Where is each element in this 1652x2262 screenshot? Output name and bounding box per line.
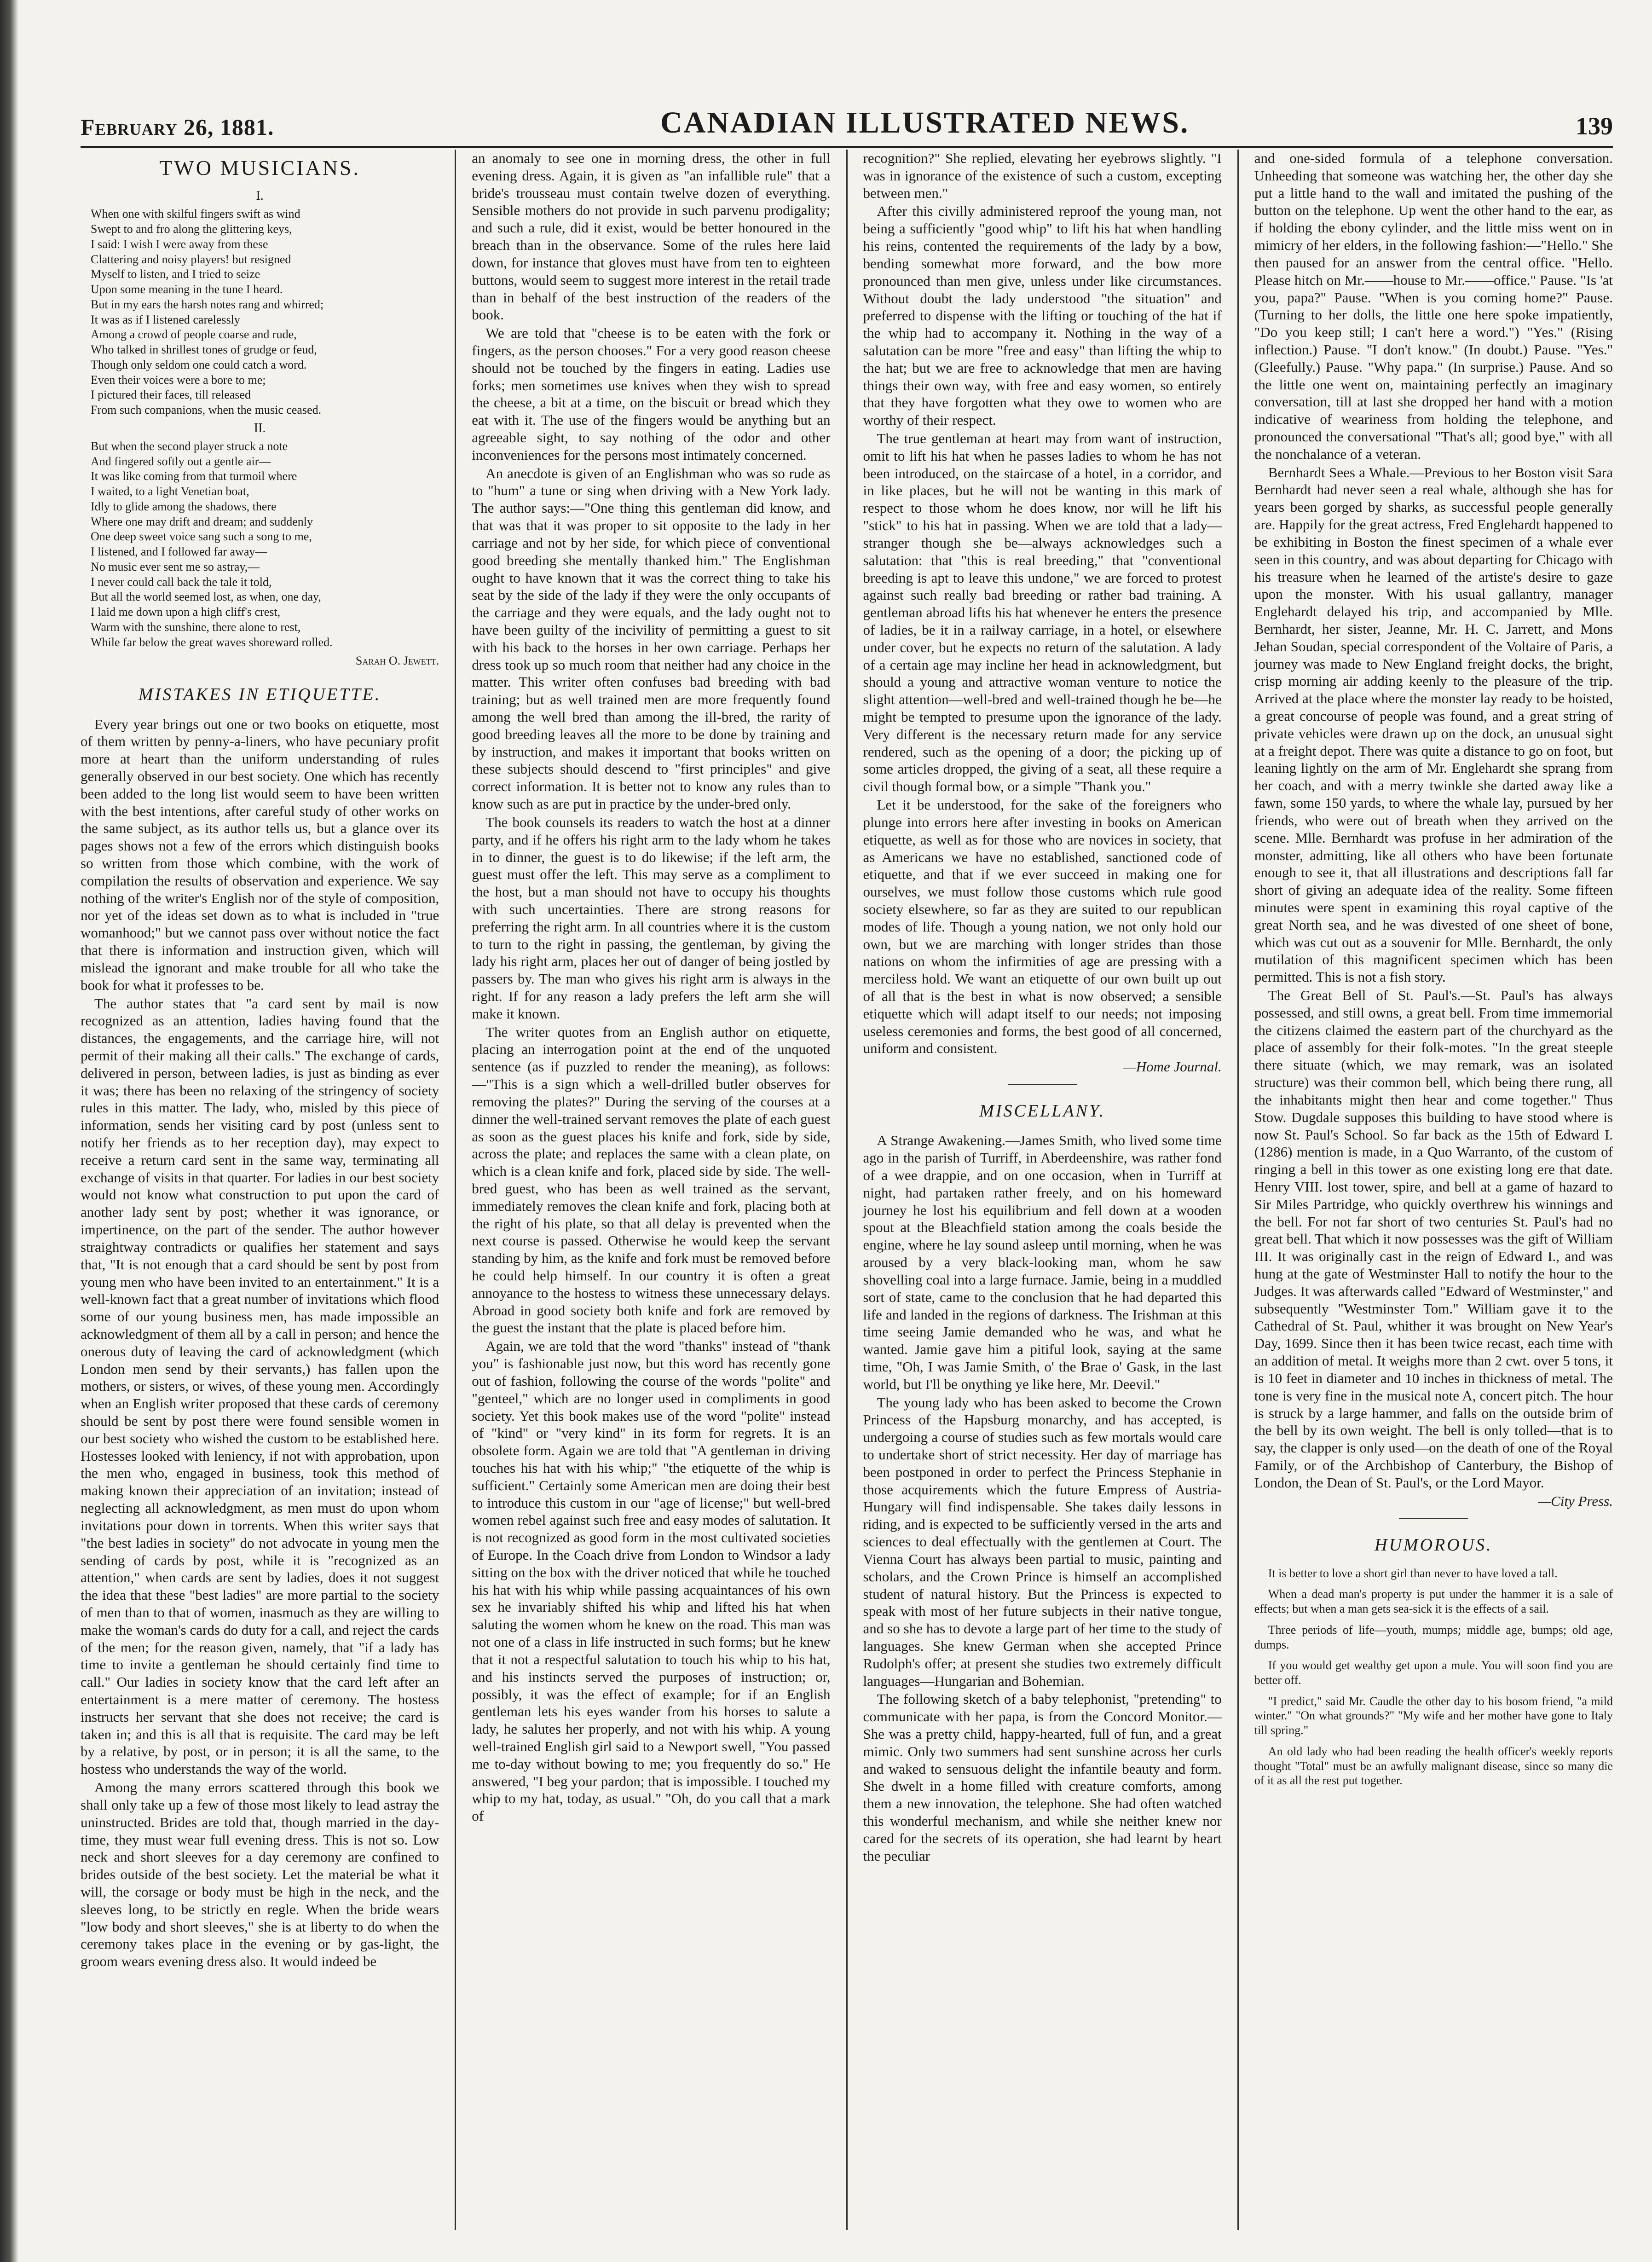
poem-line: Where one may drift and dream; and suddenly: [91, 515, 313, 528]
poem-part-1: [81, 207, 439, 418]
poem-line: Who talked in shrillest tones of grudge or feud,: [91, 343, 317, 357]
humorous-list: [1254, 1566, 1613, 1788]
paragraph: The true gentleman at heart may from want of instruction, omit to lift his hat when he passes ladies to whom he has not been introduced, on the staircase of a hotel, in a corridor, and in like places, but he will not be wanting in this mark of respect to those whom he does know, nor will he lift his "stick" to his hat in passing. When we are told that a lady—stranger though she be—always acknowledges such a salutation: that "this is real breeding," that "conventional breeding is apt to leave this undone," we are forced to protest against such really bad breeding or rather bad training. A gentleman abroad lifts his hat whenever he enters the presence of ladies, be it in a railway carriage, in a hotel, or elsewhere under cover, but he expects no return of the salutation. A lady of a certain age may incline her head in acknowledgment, but should a young and attractive woman venture to notice the slight attention—well-bred and well-trained though he be—he might be tempted to presume upon the ignorance of the lady. Very different is the necessary return made for any service rendered, such as the opening of a door; the picking up of some articles dropped, the giving of a seat, all these require a civil though formal bow, or a simple "Thank you.": [863, 430, 1222, 795]
poem-part-1-numeral: I.: [256, 189, 264, 203]
poem-line: Warm with the sunshine, there alone to rest,: [91, 620, 301, 634]
poem-line: And fingered softly out a gentle air—: [91, 454, 271, 468]
poem-line: But when the second player struck a note: [91, 439, 288, 453]
paragraph: Among the many errors scattered through this book we shall only take up a few of those most likely to lead astray the uninstructed. Brides are told that, though married in the day-time, they must wear full evening dress. This is not so. Low neck and short sleeves for a day ceremony are confined to brides outside of the best society. Let the material be what it will, the corsage or body must be high in the neck, and the sleeves long, to be strictly en regle. When the bride wears "low body and short sleeves," she is at liberty to do when the ceremony takes place in the evening or by gas-light, the groom wears evening dress also. It would indeed be: [81, 1779, 439, 1970]
paragraph: The Great Bell of St. Paul's.—St. Paul's has always possessed, and still owns, a great bell. From time immemorial the citizens claimed the eastern part of the churchyard as the place of assembly for their folk-motes. "In the great steeple there situate (which, we may remark, was an isolated structure) was their common bell, which being there rung, all the inhabitants might then hear and come together." Thus Stow. Dugdale supposes this building to have stood where is now St. Paul's School. So far back as the 15th of Edward I. (1286) mention is made, in a Quo Warranto, of the custom of ringing a bell in this tower as one existing long ere that date. Henry VIII. lost tower, spire, and bell at a game of hazard to Sir Miles Partridge, who quickly overthrew his winnings and the bell. For not far short of two centuries St. Paul's had no great bell. That which it now possesses was the gift of William III. It was originally cast in the reign of Edward I., and was hung at the gate of Westminster Hall to notify the hour to the Judges. It was afterwards called "Edward of Westminster," and subsequently "Westminster Tom." William gave it to the Cathedral of St. Paul, whither it was brought on New Year's Day, 1699. Since then it has been twice recast, each time with an addition of metal. It weighs more than 2 cwt. over 5 tons, it is 10 feet in diameter and 10 inches in thickness of metal. The tone is very fine in the musical note A, concert pitch. The hour is struck by a large hammer, and falls on the outside brim of the bell by its own weight. The bell is only tolled—that is to say, the clapper is only used—on the death of one of the Royal Family, or of the Archbishop of Canterbury, the Bishop of London, the Dean of St. Paul's, or the Lord Mayor.: [1254, 987, 1613, 1491]
poem-line: While far below the great waves shoreward rolled.: [91, 635, 333, 649]
poem-line: Myself to listen, and I tried to seize: [91, 267, 260, 281]
article-title-etiquette: MISTAKES IN ETIQUETTE.: [138, 685, 381, 705]
paragraph: The author states that "a card sent by mail is now recognized as an attention, ladies having found that the distances, the engagements, and the carriage hire, will not permit of their making all their calls." The exchange of cards, delivered in person, between ladies, is just as binding as ever it was; there has been no relaxing of the stringency of society rules in this matter. The lady, who, misled by this piece of information, sends her visiting card by post (unless sent to notify her friends as to her reception day), may expect to receive a return card sent in the same way, terminating all exchange of visits in that quarter. For ladies in our best society would not know what construction to put upon the card of another lady sent by post; whether it was ignorance, or impertinence, on the part of the sender. The author however straightway contradicts or qualifies her statement and says that, "It is not enough that a card should be sent by post from young men who have been invited to an entertainment." It is a well-known fact that a great number of invitations which flood some of our young business men, has made impossible an acknowledgment of them all by a call in person; and hence the onerous duty of leaving the card of acknowledgment (which London men send by their servants,) has fallen upon the mothers, or sisters, or wives, of these young men. Accordingly when an English writer proposed that these cards of ceremony should be sent by post there were found sensible women in our best society who wished the custom to be established here. Hostesses looked with leniency, if not with approbation, upon the men who, engaged in business, took this method of making known their appreciation of an invitation; instead of neglecting all acknowledgment, as men must do upon whom invitations pour down in torrents. When this writer says that "the best ladies in society" do not advocate in young men the sending of cards by post, while it is "recognized as an attention," when cards are sent by ladies, does it not suggest the idea that these "best ladies" are more partial to the society of men than to that of women, inasmuch as they are willing to make the woman's cards do duty for a call, and reject the cards of the men; for the reason given, namely, that "if a lady has time to invite a gentleman he should certainly find time to call." Our ladies in society know that the card left after an entertainment is a mere matter of ceremony. The hostess instructs her servant that she does not receive; the card is taken in; and this is all that is requisite. The card may be left by a relative, by post, or in person; it is all the same, to the hostess who understands the way of the world.: [81, 995, 439, 1777]
masthead: CANADIAN ILLUSTRATED NEWS.: [660, 106, 1190, 139]
paragraph: The young lady who has been asked to become the Crown Princess of the Hapsburg monarchy, and has accepted, is undergoing a course of studies such as few mortals would care to undertake short of strict necessity. Her day of marriage has been postponed in order to perfect the Princess Stephanie in those acquirements which the future Empress of Austria-Hungary will find indispensable. She takes daily lessons in riding, and is expected to be sufficiently versed in the arts and sciences to deal effectually with the gentlemen at Court. The Vienna Court has always been partial to music, painting and scholars, and the Crown Prince is himself an accomplished student of natural history. But the Princess is expected to speak with most of her future subjects in their native tongue, and so she has to devote a large part of her time to the study of languages. She knew German when she accepted Prince Rudolph's offer; at present she studies two extremely difficult languages—Hungarian and Bohemian.: [863, 1394, 1222, 1689]
section-rule: [1399, 1518, 1468, 1519]
paragraph: A Strange Awakening.—James Smith, who lived some time ago in the parish of Turriff, in Aberdeenshire, was rather fond of a wee drappie, and on one occasion, when in Turriff at night, had partaken rather freely, and on his homeward journey he lost his equilibrium and fell down at a wooden spout at the Bleachfield station among the coals beside the engine, where he lay sound asleep until morning, when he was aroused by a very black-looking man, whom he saw shovelling coal into a large furnace. Jamie, being in a muddled sort of state, came to the conclusion that he had departed this life and landed in the regions of darkness. The Irishman at this time seeing Jamie demanded who he was, and what he wanted. Jamie gave him a pitiful look, saying at the same time, "Oh, I was Jamie Smith, o' the Brae o' Gask, in the last world, but I'll be onything ye like here, Mr. Deevil.": [863, 1132, 1222, 1392]
column-4: [1237, 150, 1613, 2230]
poem-line: I laid me down upon a high cliff's crest,: [91, 605, 281, 619]
scan-edge-shadow: [0, 0, 18, 2262]
humorous-item: Three periods of life—youth, mumps; middle age, bumps; old age, dumps.: [1254, 1623, 1613, 1651]
paragraph: Every year brings out one or two books on etiquette, most of them written by penny-a-liners, who have pecuniary profit more at heart than the uniform understanding of rules generally observed in our best society. One which has recently been added to the long list would seem to have been written with the best intentions, after careful study of other works on the same subject, as its author tells us, but a glance over its pages shows not a few of the errors which distinguish books so written from those which combine, with the work of compilation the results of observation and experience. We say nothing of the writer's English nor of the style of composition, nor yet of the ideas set down as to what is included in "true womanhood;" but we cannot pass over without notice the fact that there is information and instruction given, which will mislead the ignorant and make trouble for all who take the book for what it professes to be.: [81, 716, 439, 993]
paragraph: recognition?" She replied, elevating her eyebrows slightly. "I was in ignorance of the existence of such a custom, excepting between men.": [863, 150, 1222, 201]
poem-line: I waited, to a light Venetian boat,: [91, 485, 249, 498]
poem-line: Upon some meaning in the tune I heard.: [91, 283, 283, 296]
poem-title: TWO MUSICIANS.: [159, 156, 361, 179]
poem-line: I listened, and I followed far away—: [91, 545, 267, 559]
poem-part-2-numeral: II.: [254, 421, 266, 435]
section-title-miscellany: MISCELLANY.: [979, 1101, 1106, 1121]
poem-part-2: [81, 439, 439, 650]
paragraph: An anecdote is given of an Englishman who was so rude as to "hum" a tune or sing when driving with a New York lady. The author says:—"One thing this gentleman did know, and that was that it was proper to sit opposite to the lady in her carriage and not by her side, for which piece of conventional good breeding she mentally thanked him." The Englishman ought to have known that it was the correct thing to take his seat by the side of the lady if they were the only occupants of the carriage and they were equals, and the lady ought not to have been guilty of the incivility of permitting a guest to sit with his back to the horses in her own carriage. Perhaps her dress took up so much room that neither had any choice in the matter. This writer often confuses bad breeding with bad training; but as well trained men are more frequently found among the well bred than among the ill-bred, the rarity of good breeding leaves all the more to be done by training and by instruction, and makes it important that books written on these subjects should descend to "first principles" and give correct information. It is better not to know any rules than to know such as are put in practice by the under-bred only.: [472, 465, 831, 812]
section-rule: [1008, 1084, 1077, 1085]
poem-line: From such companions, when the music ceased.: [91, 403, 322, 417]
poem-line: It was like coming from that turmoil where: [91, 469, 297, 483]
humorous-item: It is better to love a short girl than never to have loved a tall.: [1268, 1566, 1558, 1580]
column-1: [81, 150, 455, 2230]
column-3: [846, 150, 1237, 2230]
paragraph: The book counsels its readers to watch the host at a dinner party, and if he offers his right arm to the lady whom he takes in to dinner, the guest is to do likewise; if the left arm, the guest must offer the left. This may serve as a compliment to the host, but a man should not have to occupy his thoughts with such uncertainties. There are strong reasons for preferring the right arm. In all countries where it is the custom to turn to the right in passing, the gentleman, by giving the lady his right arm, places her out of danger of being jostled by passers by. The man who gives his right arm is always in the right. If for any reason a lady prefers the left arm she will make it known.: [472, 814, 831, 1022]
poem-line: It was as if I listened carelessly: [91, 312, 240, 326]
column-2: [455, 150, 846, 2230]
paragraph: The writer quotes from an English author on etiquette, placing an interrogation point at the end of the unquoted sentence (as if puzzled to render the meaning), as follows:—"This is a sign which a well-drilled butler observes for removing the plates?" During the serving of the courses at a dinner the well-trained servant removes the plate of each guest as soon as the guest places his knife and fork, side by side, across the plate; and replaces the same with a clean plate, on which is a clean knife and fork, placed side by side. The well-bred guest, who has been as well trained as the servant, immediately removes the clean knife and fork, placing both at the right of his plate, so that all delay is prevented when the next course is passed. Otherwise he would keep the servant standing by him, as the knife and fork must be removed before he could help himself. In our country it is often a great annoyance to the hostess to witness these unnecessary delays. Abroad in good society both knife and fork are removed by the guest the instant that the plate is placed before him.: [472, 1024, 831, 1336]
poem-line: I pictured their faces, till released: [91, 388, 251, 402]
poem-line: One deep sweet voice sang such a song to me,: [91, 530, 312, 544]
paragraph: Bernhardt Sees a Whale.—Previous to her Boston visit Sara Bernhardt had never seen a real whale, although she has for years been gorged by sharks, as successful people generally are. Happily for the great actress, Fred Englehardt happened to be exhibiting in Boston the finest specimen of a whale ever seen in this country, and was about departing for Chicago with his treasure when he learned of the artiste's desire to gaze upon the monster. With his usual gallantry, manager Englehardt delayed his trip, and accompanied by Mlle. Bernhardt, her sister, Jeanne, Mr. H. C. Jarrett, and Mons Jehan Soudan, special correspondent of the Voltaire of Paris, a journey was made to New England freight docks, the bright, crisp morning air adding keenly to the pleasure of the trip. Arrived at the place where the monster lay ready to be hoisted, a great concourse of people was found, and a great string of private vehicles were drawn up on the dock, an unusual sight at a freight depot. There was quite a distance to go on foot, but leaning lightly on the arm of Mr. Englehardt she sprang from her coach, and with a merry twinkle she darted away like a fawn, some 150 yards, to where the whale lay, pursued by her friends, who were out of breath when they arrived on the scene. Mlle. Bernhardt was profuse in her admiration of the monster, admitting, like all others who have been fortunate enough to see it, that all illustrations and descriptions fall far short of giving an adequate idea of the reality. Some fifteen minutes were spent in examining this royal captive of the great North sea, and he was divested of one sheet of bone, which was cut out as a souvenir for Mlle. Bernhardt, the only mutilation of this magnificent specimen which has been permitted. This is not a fish story.: [1254, 464, 1613, 985]
poem-line: I said: I wish I were away from these: [91, 237, 268, 251]
columns: [81, 150, 1613, 2230]
paragraph: an anomaly to see one in morning dress, the other in full evening dress. Again, it is given as "an infallible rule" that a bride's trousseau must contain twelve dozen of everything. Sensible mothers do not provide in such parvenu prodigality; and such a rule, did it exist, would be better honoured in the breach than in the observance. Some of the rules here laid down, for instance that gloves must have from ten to eighteen buttons, would seem to suggest more interest in the retail trade than in behalf of the best instruction of the readers of the book.: [472, 150, 831, 323]
poem-line: Though only seldom one could catch a word.: [91, 358, 307, 371]
source-credit: —City Press.: [1538, 1493, 1613, 1509]
paragraph: After this civilly administered reproof the young man, not being a sufficiently "good whip" to lift his hat when handling his reins, contented the requirements of the lady by a bow, bending somewhat more forward, and the bow more pronounced than men give, unless under like circumstances. Without doubt the lady understood "the situation" and preferred to dispense with the lifting or touching of the hat if the whip had to accompany it. Nothing in the way of a salutation can be more "free and easy" than lifting the whip to the hat; but we are free to acknowledge that men are having things their own way, with free and easy women, so entirely that they have forgotten what they owe to women who are worthy of their respect.: [863, 203, 1222, 428]
poem-line: Clattering and noisy players! but resigned: [91, 252, 291, 266]
poem-line: Idly to glide among the shadows, there: [91, 499, 277, 513]
poem-line: I never could call back the tale it told,: [91, 575, 272, 589]
poem-line: But in my ears the harsh notes rang and whirred;: [91, 297, 324, 311]
poem-author: Sarah O. Jewett.: [355, 654, 439, 668]
source-credit: —Home Journal.: [1123, 1059, 1222, 1075]
paragraph: and one-sided formula of a telephone conversation. Unheeding that someone was watching her, the other day she put a little hand to the wall and imitated the pushing of the button on the telephone. Up went the other hand to the ear, as if holding the ebony cylinder, and the little miss went on in mimicry of her elders, in the following fashion:—"Hello." She then paused for an answer from the central office. "Hello. Please hitch on Mr.——house to Mr.——office." Pause. "Is 'at you, papa?" Pause. "When is you coming home?" Pause. (Turning to her dolls, the little one here spoke impatiently, "Do you keep still; I can't here a word.") "Yes." (Rising inflection.) Pause. "I don't know." (In doubt.) Pause. "Yes." (Gleefully.) Pause. "Why papa." (In surprise.) Pause. And so the little one went on, maintaining perfectly an imaginary conversation, till at last she dropped her hand with a motion indicative of weariness from holding the telephone, and pronounced the conversational "That's all; good bye," with all the nonchalance of a veteran.: [1254, 150, 1613, 462]
paragraph: We are told that "cheese is to be eaten with the fork or fingers, as the person chooses." For a very good reason cheese should not be touched by the fingers in eating. Ladies use forks; men sometimes use knives when they wish to spread the cheese, a bit at a time, on the biscuit or bread which they eat with it. The use of the fingers would be anything but an agreeable sight, to say nothing of the odor and other inconveniences for the persons most intimately concerned.: [472, 325, 831, 463]
paragraph: Again, we are told that the word "thanks" instead of "thank you" is fashionable just now, but this word has recently gone out of fashion, following the course of the words "polite" and "genteel," which are no longer used in compliments in good society. Yet this book makes use of the word "polite" instead of "kind" or "very kind" in its form for regrets. It is an obsolete form. Again we are told that "A gentleman in driving touches his hat with his whip;" "the etiquette of the whip is sufficient." Certainly some American men are doing their best to introduce this custom in our "age of license;" but well-bred women rebel against such free and easy modes of salutation. It is not recognized as good form in the most cultivated societies of Europe. In the Coach drive from London to Windsor a lady sitting on the box with the driver noticed that while he touched his hat with his whip while passing acquaintances of his own sex he invariably shifted his whip and lifted his hat when saluting the women whom he knew on the road. This man was not one of a class in life instructed in such forms; but he knew that it not a respectful salutation to touch his whip to his hat, and his instincts served the purposes of instruction; or, possibly, it was the effect of example; for if an English gentleman lets his eyes wander from his horses to salute a lady, he salutes her properly, and not with his whip. A young well-trained English girl said to a Newport swell, "You passed me to-day without bowing to me; you frequently do so." He answered, "I beg your pardon; that is impossible. I touched my whip to my hat, today, as usual." "Oh, do you call that a mark of: [472, 1338, 831, 1824]
issue-date: February 26, 1881.: [81, 114, 274, 140]
poem-line: Swept to and fro along the glittering keys,: [91, 222, 292, 236]
section-title-humorous: HUMOROUS.: [1375, 1535, 1493, 1555]
humorous-item: "I predict," said Mr. Caudle the other day to his bosom friend, "a mild winter." "On what grounds?" "My wife and her mother have gone to Italy till spring.": [1254, 1694, 1613, 1737]
paragraph: Let it be understood, for the sake of the foreigners who plunge into errors here after investing in books on American etiquette, as well as for those who are novices in society, that as Americans we have no established, sanctioned code of etiquette, and that if we ever succeed in making one for ourselves, we must follow those customs which rule good society elsewhere, so far as they are suited to our republican modes of life. Though a young nation, we not only hold our own, but we are marching with longer strides than those nations on whom the infirmities of age are pressing with a merciless hold. We want an etiquette of our own built up out of all that is the best in what is now observed; a sensible etiquette which will adapt itself to our needs; not imposing useless ceremonies and forms, the best good of all concerned, uniform and consistent.: [863, 797, 1222, 1057]
humorous-item: An old lady who had been reading the health officer's weekly reports thought "Total" must be an awfully malignant disease, since so many die of it as all the rest put together.: [1254, 1744, 1613, 1788]
poem-line: Among a crowd of people coarse and rude,: [91, 328, 297, 341]
page-header: [81, 99, 1613, 148]
poem-line: When one with skilful fingers swift as wind: [91, 207, 300, 221]
paragraph: The following sketch of a baby telephonist, "pretending" to communicate with her papa, is from the Concord Monitor.—She was a pretty child, happy-hearted, full of fun, and a great mimic. Only two summers had sent sunshine across her curls and waked to sensuous delight the infantile beauty and form. She dwelt in a home filled with creature comforts, among them a new innovation, the telephone. She had often watched this wonderful mechanism, and while she neither knew nor cared for the secrets of its operation, she had learnt by heart the peculiar: [863, 1691, 1222, 1864]
humorous-item: When a dead man's property is put under the hammer it is a sale of effects; but when a man gets sea-sick it is the effects of a sail.: [1254, 1587, 1613, 1616]
poem-line: But all the world seemed lost, as when, one day,: [91, 590, 321, 604]
poem-line: No music ever sent me so astray,—: [91, 560, 260, 573]
humorous-item: If you would get wealthy get upon a mule. You will soon find you are better off.: [1254, 1659, 1613, 1687]
page-number: 139: [1575, 112, 1613, 140]
poem-line: Even their voices were a bore to me;: [91, 373, 266, 387]
